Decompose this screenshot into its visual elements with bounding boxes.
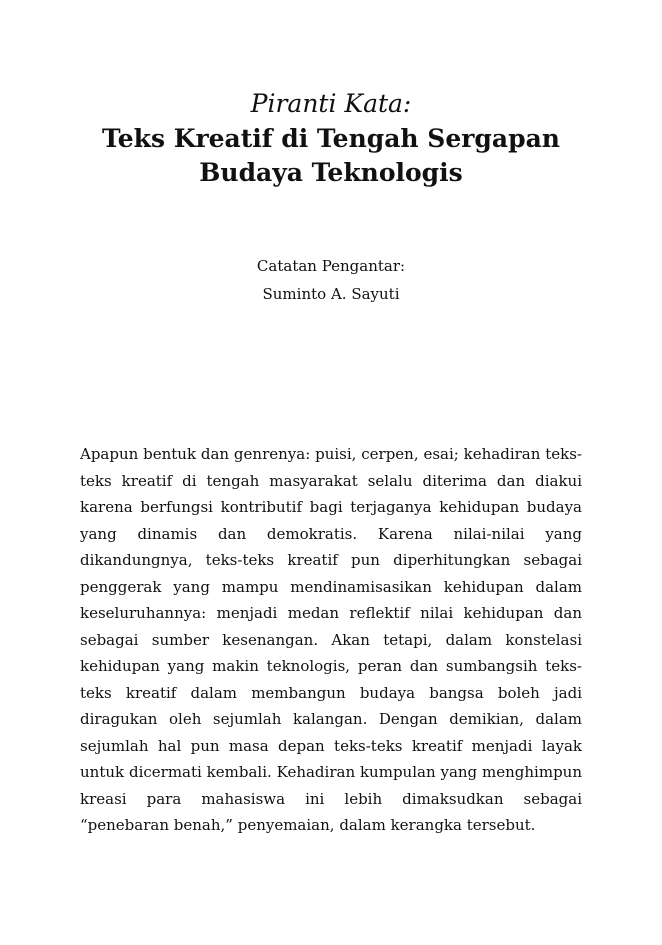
intro-block: [0, 252, 662, 308]
body-paragraph: Apapun bentuk dan genrenya: puisi, cerpen, esai; kehadiran teks-teks kreatif di tengah masyarakat selalu diterima dan diakui karena berfungsi kontributif bagi terjaganya kehidupan budaya yang dinamis dan demokratis. Karena nilai-nilai yang dikandungnya, teks-teks kreatif pun diperhitungkan sebagai penggerak yang mampu mendinamisasikan kehidupan dalam keseluruhannya: menjadi medan reflektif nilai kehidupan dan sebagai sumber kesenangan. Akan tetapi, dalam konstelasi kehidupan yang makin teknologis, peran dan sumbangsih teks-teks kreatif dalam membangun budaya bangsa boleh jadi diragukan oleh sejumlah kalangan. Dengan demikian, dalam sejumlah hal pun masa depan teks-teks kreatif menjadi layak untuk dicermati kembali. Kehadiran kumpulan yang menghimpun kreasi para mahasiswa ini lebih dimaksudkan sebagai “penebaran benah,” penyemaian, dalam kerangka tersebut.: [80, 445, 582, 834]
title-italic-line: Piranti Kata:: [250, 89, 412, 118]
title-line-2: Budaya Teknologis: [199, 158, 463, 187]
intro-author: Suminto A. Sayuti: [262, 285, 400, 303]
title-block: [0, 86, 662, 190]
title-line-1: Teks Kreatif di Tengah Sergapan: [102, 124, 560, 153]
intro-label: Catatan Pengantar:: [256, 257, 406, 275]
